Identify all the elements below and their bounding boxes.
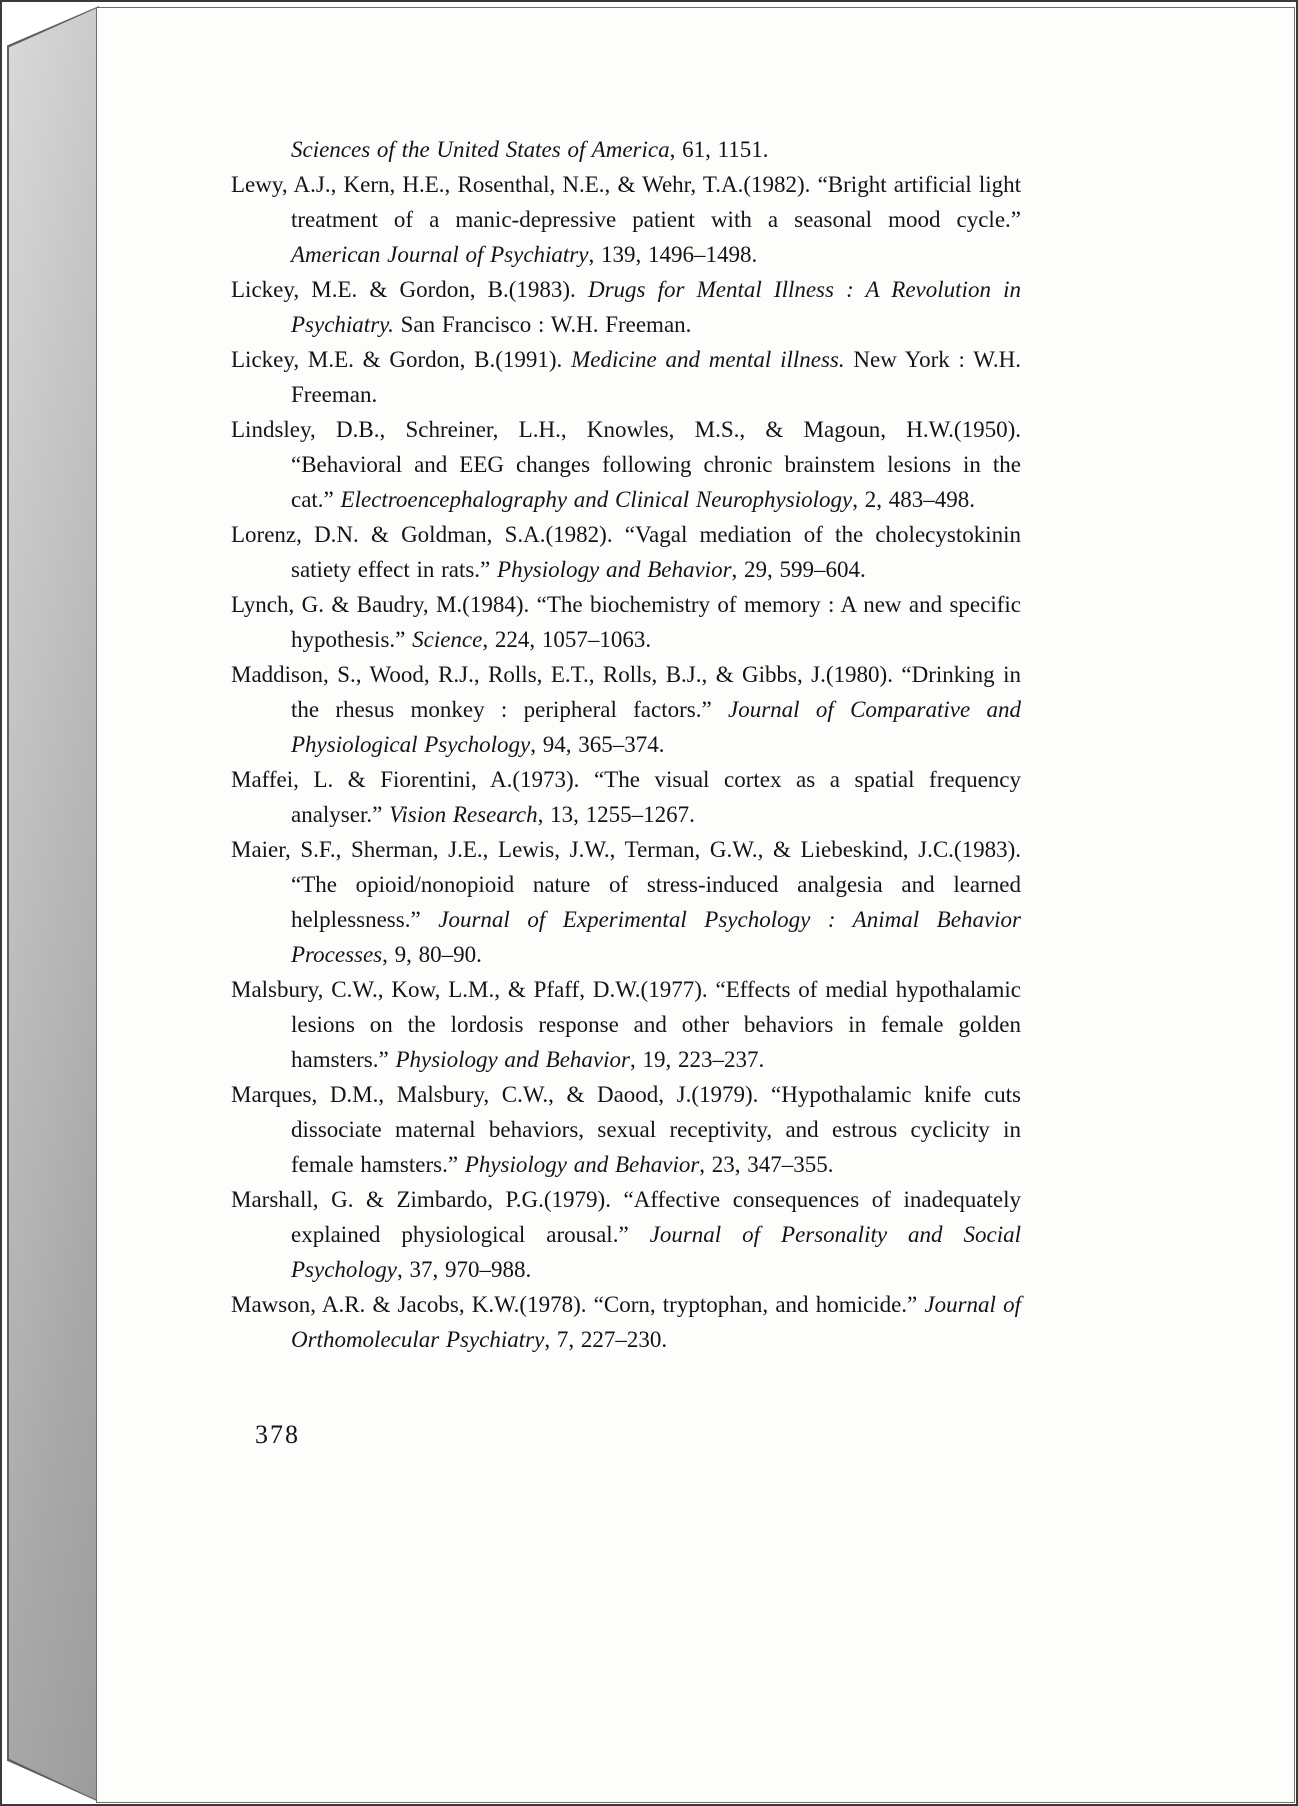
page-edge-spine — [9, 8, 97, 1800]
reference-entry — [231, 412, 1021, 517]
reference-entry — [231, 272, 1021, 342]
reference-title-segment: Science — [412, 627, 483, 652]
reference-text-segment: , 29, 599–604. — [731, 557, 866, 582]
reference-text-segment: , 37, 970–988. — [397, 1257, 532, 1282]
reference-text-segment: , 7, 227–230. — [544, 1327, 668, 1352]
reference-text-segment: Lickey, M.E. & Gordon, B.(1983). — [231, 277, 588, 302]
reference-title-segment: Electroencephalography and Clinical Neurophysiology — [340, 487, 853, 512]
reference-entry — [231, 1077, 1021, 1182]
reference-title-segment: Journal of Personality and Social Psychology — [291, 1222, 1021, 1282]
reference-title-segment: Physiology and Behavior — [464, 1152, 700, 1177]
book-page — [96, 7, 1295, 1803]
reference-entry — [231, 1287, 1021, 1357]
reference-list — [231, 132, 1021, 1357]
reference-entry — [231, 832, 1021, 972]
reference-text-segment: Lindsley, D.B., Schreiner, L.H., Knowles, M.S., & Magoun, H.W.(1950). “Behavioral and EEG changes following chronic brainstem lesions in the cat.” — [231, 417, 1021, 512]
reference-text-segment: , 13, 1255–1267. — [537, 802, 695, 827]
reference-text-segment: Mawson, A.R. & Jacobs, K.W.(1978). “Corn, tryptophan, and homicide.” — [231, 1292, 925, 1317]
reference-text-segment: Maddison, S., Wood, R.J., Rolls, E.T., Rolls, B.J., & Gibbs, J.(1980). “Drinking in the rhesus monkey : peripheral factors.” — [231, 662, 1021, 722]
page-number: 378 — [255, 1420, 300, 1449]
reference-text-segment: Marshall, G. & Zimbardo, P.G.(1979). “Affective consequences of inadequately explained physiological arousal.” — [231, 1187, 1021, 1247]
reference-title-segment: American Journal of Psychiatry — [291, 242, 589, 267]
reference-title-segment: Drugs for Mental Illness : A Revolution in Psychiatry. — [291, 277, 1021, 337]
reference-text-segment: Maffei, L. & Fiorentini, A.(1973). “The visual cortex as a spatial frequency analyser.” — [231, 767, 1021, 827]
reference-entry — [231, 1182, 1021, 1287]
reference-entry — [231, 587, 1021, 657]
reference-title-segment: Journal of Comparative and Physiological Psychology — [291, 697, 1021, 757]
reference-text-segment: , 19, 223–237. — [629, 1047, 765, 1072]
reference-title-segment: Journal of Orthomolecular Psychiatry — [291, 1292, 1021, 1352]
reference-text-segment: San Francisco : W.H. Freeman. — [393, 312, 692, 337]
reference-text-segment: , 9, 80–90. — [382, 942, 482, 967]
reference-text-segment: Maier, S.F., Sherman, J.E., Lewis, J.W., Terman, G.W., & Liebeskind, J.C.(1983). “The opioid/nonopioid nature of stress-induced analgesia and learned helplessness.” — [231, 837, 1021, 932]
reference-entry — [231, 657, 1021, 762]
reference-text-segment: , 23, 347–355. — [699, 1152, 834, 1177]
reference-entry — [231, 167, 1021, 272]
reference-title-segment: Physiology and Behavior — [497, 557, 732, 582]
reference-text-segment: , 224, 1057–1063. — [482, 627, 652, 652]
reference-entry — [231, 517, 1021, 587]
reference-text-segment: Marques, D.M., Malsbury, C.W., & Daood, J.(1979). “Hypothalamic knife cuts dissociate maternal behaviors, sexual receptivity, and estrous cyclicity in female hamsters.” — [231, 1082, 1021, 1177]
reference-text-segment: , 139, 1496–1498. — [588, 242, 758, 267]
reference-title-segment: Medicine and mental illness. — [571, 347, 845, 372]
reference-title-segment: Vision Research — [389, 802, 538, 827]
reference-text-segment: Lorenz, D.N. & Goldman, S.A.(1982). “Vagal mediation of the cholecystokinin satiety effect in rats.” — [231, 522, 1021, 582]
reference-entry — [231, 132, 1021, 167]
reference-text-segment: New York : W.H. Freeman. — [291, 347, 1021, 407]
reference-title-segment: Physiology and Behavior — [395, 1047, 630, 1072]
reference-text-segment: , 61, 1151. — [669, 137, 769, 162]
reference-entry — [231, 762, 1021, 832]
reference-text-segment: Lynch, G. & Baudry, M.(1984). “The biochemistry of memory : A new and specific hypothesis.” — [231, 592, 1021, 652]
reference-text-segment: , 2, 483–498. — [852, 487, 975, 512]
reference-text-segment: Malsbury, C.W., Kow, L.M., & Pfaff, D.W.(1977). “Effects of medial hypothalamic lesions on the lordosis response and other behaviors in female golden hamsters.” — [231, 977, 1021, 1072]
reference-text-segment: , 94, 365–374. — [530, 732, 665, 757]
reference-entry — [231, 972, 1021, 1077]
reference-text-segment: Lewy, A.J., Kern, H.E., Rosenthal, N.E., & Wehr, T.A.(1982). “Bright artificial light treatment of a manic-depressive patient with a seasonal mood cycle.” — [231, 172, 1021, 232]
reference-title-segment: Journal of Experimental Psychology : Animal Behavior Processes — [291, 907, 1021, 967]
reference-entry — [231, 342, 1021, 412]
reference-title-segment: Sciences of the United States of America — [291, 137, 670, 162]
reference-text-segment: Lickey, M.E. & Gordon, B.(1991). — [231, 347, 572, 372]
